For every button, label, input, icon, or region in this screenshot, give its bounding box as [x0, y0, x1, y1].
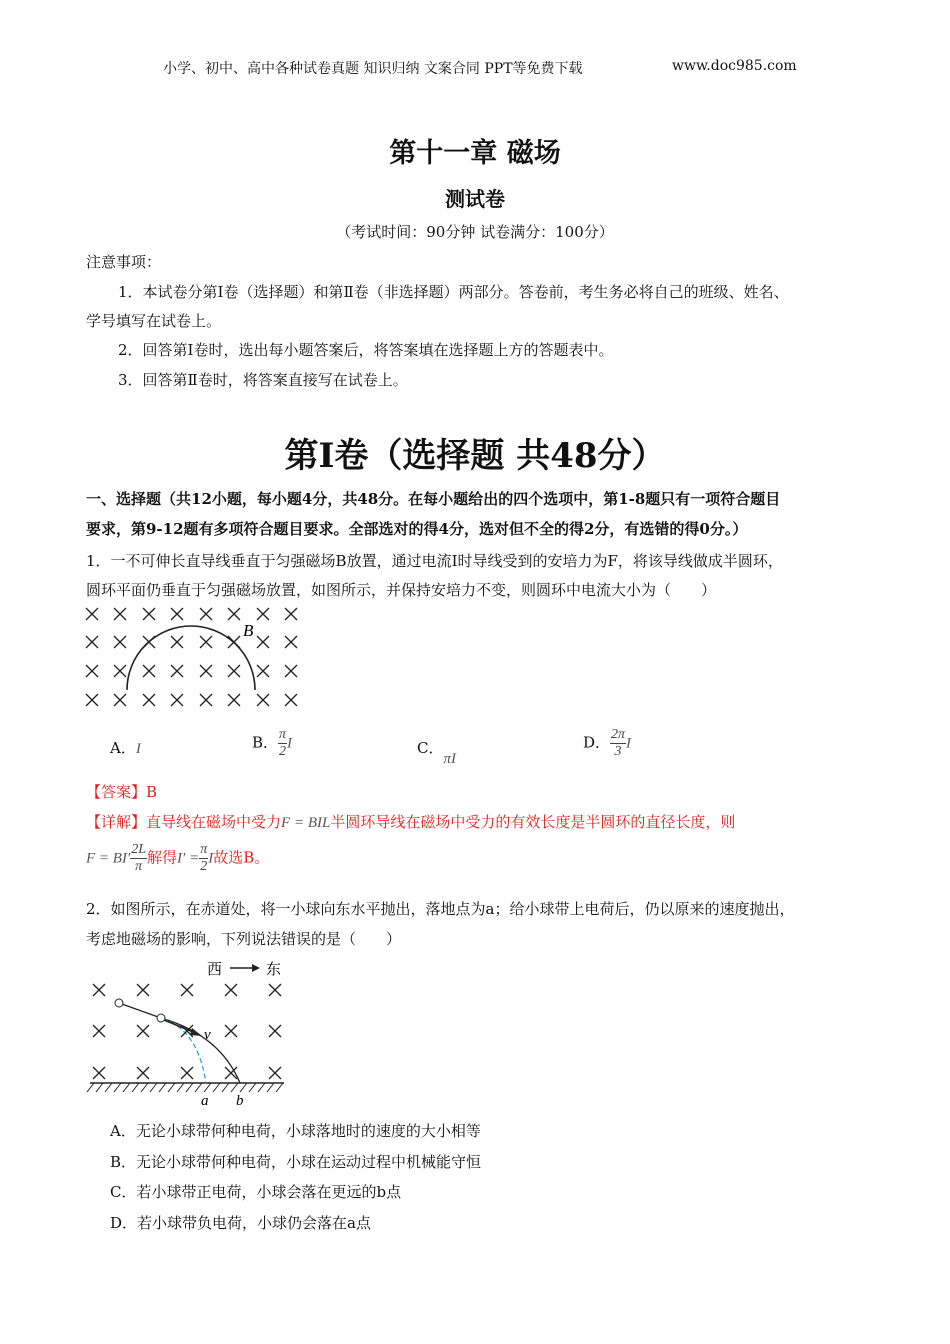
q1-option-c[interactable]	[417, 737, 456, 767]
field-into-page-icon	[269, 984, 281, 996]
field-into-page-icon	[228, 608, 240, 620]
option-value: I	[626, 735, 632, 752]
field-into-page-icon	[171, 665, 183, 677]
field-into-page-icon	[285, 636, 297, 648]
east-label: 东	[266, 960, 282, 978]
field-into-page-icon	[93, 1025, 105, 1037]
field-into-page-icon	[285, 608, 297, 620]
q1-stem: 1．一不可伸长直导线垂直于匀强磁场B放置，通过电流I时导线受到的安培力为F，将该导线做成半圆环，	[86, 552, 783, 570]
exam-info: （考试时间：90分钟 试卷满分：100分）	[336, 223, 614, 241]
q1-option-a[interactable]	[110, 737, 141, 758]
fraction: $\frac{\pi}{2}$	[279, 727, 287, 759]
field-into-page-icon	[257, 636, 269, 648]
field-into-page-icon	[114, 608, 126, 620]
trajectory-b	[119, 1003, 240, 1083]
ground-hatching	[87, 1083, 283, 1092]
field-into-page-icon	[269, 1067, 281, 1079]
field-into-page-icon	[171, 608, 183, 620]
field-into-page-icon	[200, 608, 212, 620]
q1-answer: 【答案】B	[86, 783, 158, 801]
page-title: 第十一章 磁场	[389, 138, 561, 169]
q1-figure-semicircle-field	[80, 600, 310, 715]
header-url[interactable]: www.doc985.com	[672, 58, 797, 74]
q1-option-d[interactable]	[583, 727, 631, 760]
field-into-page-icon	[228, 636, 240, 648]
velocity-arrow-head	[190, 1028, 202, 1036]
field-into-page-icon	[93, 984, 105, 996]
q2-stem: 考虑地磁场的影响，下列说法错误的是（ ）	[86, 930, 402, 948]
semicircle-wire	[127, 626, 255, 690]
field-into-page-icon	[143, 694, 155, 706]
field-into-page-icon	[86, 694, 98, 706]
page-subtitle: 测试卷	[445, 187, 505, 211]
option-value: I	[135, 741, 141, 757]
field-into-page-icon	[200, 694, 212, 706]
field-into-page-icon	[137, 1067, 149, 1079]
field-into-page-icon	[93, 1067, 105, 1079]
note-item: 3．回答第Ⅱ卷时，将答案直接写在试卷上。	[118, 371, 408, 389]
field-into-page-icon	[143, 636, 155, 648]
field-into-page-icon	[86, 608, 98, 620]
ball-start	[115, 999, 123, 1007]
field-into-page-icon	[228, 694, 240, 706]
q2-stem: 2．如图所示，在赤道处，将一小球向东水平抛出，落地点为a；给小球带上电荷后，仍以原来的速度抛出，	[86, 900, 795, 918]
field-into-page-icon	[171, 694, 183, 706]
field-into-page-icon	[225, 1025, 237, 1037]
q1-explanation: 【详解】直导线在磁场中受力F = BIL半圆环导线在磁场中受力的有效长度是半圆环的直径长度，则	[86, 813, 736, 831]
section-instructions: 要求，第9-12题有多项符合题目要求。全部选对的得4分，选对但不全的得2分，有选错的得0分。）	[86, 520, 748, 538]
option-value: I	[287, 735, 293, 752]
field-into-page-icon	[86, 665, 98, 677]
field-into-page-icon	[257, 694, 269, 706]
ball	[157, 1014, 165, 1022]
q2-option-d[interactable]: D．若小球带负电荷，小球仍会落在a点	[110, 1214, 371, 1232]
field-into-page-icon	[181, 1067, 193, 1079]
option-label: D．	[583, 733, 611, 752]
section-title: 第Ⅰ卷（选择题 共48分）	[284, 436, 666, 476]
option-label: B．	[252, 733, 279, 752]
fraction: $\frac{2\pi}{3}$	[611, 727, 626, 759]
header-banner: 小学、初中、高中各种试卷真题 知识归纳 文案合同 PPT等免费下载	[163, 61, 583, 77]
notes-heading: 注意事项：	[86, 253, 162, 271]
note-item: 1．本试卷分第Ⅰ卷（选择题）和第Ⅱ卷（非选择题）两部分。答卷前，考生务必将自己的班级、姓名、	[118, 283, 789, 301]
q1-explanation-cont: F = BI′ $\frac{2L}{\pi}$ 解得I′ = $\frac{\pi}{2}$ I故选B。	[86, 842, 270, 874]
option-label: C．	[417, 739, 444, 757]
field-into-page-icon	[114, 636, 126, 648]
section-instructions: 一、选择题（共12小题，每小题4分，共48分。在每小题给出的四个选项中，第1-8题只有一项符合题目	[86, 490, 781, 508]
field-into-page-icon	[228, 665, 240, 677]
option-value: πI	[443, 751, 456, 767]
field-into-page-icon	[143, 665, 155, 677]
field-into-page-icon	[114, 694, 126, 706]
note-item: 学号填写在试卷上。	[86, 312, 222, 330]
q2-option-b[interactable]: B．无论小球带何种电荷，小球在运动过程中机械能守恒	[110, 1153, 482, 1171]
note-item: 2．回答第Ⅰ卷时，选出每小题答案后，将答案填在选择题上方的答题表中。	[118, 341, 614, 359]
velocity-label: v	[204, 1027, 211, 1043]
field-into-page-icon	[114, 665, 126, 677]
field-into-page-icon	[86, 636, 98, 648]
q1-option-b[interactable]	[252, 727, 292, 760]
arrow-head-icon	[252, 964, 260, 972]
q2-figure-projectile	[80, 950, 310, 1110]
field-into-page-icon	[181, 984, 193, 996]
q2-option-a[interactable]: A．无论小球带何种电荷，小球落地时的速度的大小相等	[110, 1122, 481, 1140]
field-into-page-icon	[137, 984, 149, 996]
field-into-page-icon	[257, 608, 269, 620]
field-into-page-icon	[285, 665, 297, 677]
option-label: A．	[110, 739, 136, 757]
field-into-page-icon	[285, 694, 297, 706]
q2-option-c[interactable]: C．若小球带正电荷，小球会落在更远的b点	[110, 1183, 402, 1201]
field-into-page-icon	[200, 665, 212, 677]
field-into-page-icon	[269, 1025, 281, 1037]
point-b-label: b	[236, 1093, 244, 1109]
q1-stem: 圆环平面仍垂直于匀强磁场放置，如图所示，并保持安培力不变，则圆环中电流大小为（ ）	[86, 581, 717, 599]
field-into-page-icon	[137, 1025, 149, 1037]
point-a-label: a	[201, 1093, 209, 1109]
field-into-page-icon	[257, 665, 269, 677]
field-into-page-icon	[171, 636, 183, 648]
field-into-page-icon	[225, 984, 237, 996]
field-into-page-icon	[143, 608, 155, 620]
field-into-page-icon	[200, 636, 212, 648]
field-label-b: B	[243, 621, 254, 640]
west-label: 西	[207, 960, 223, 978]
